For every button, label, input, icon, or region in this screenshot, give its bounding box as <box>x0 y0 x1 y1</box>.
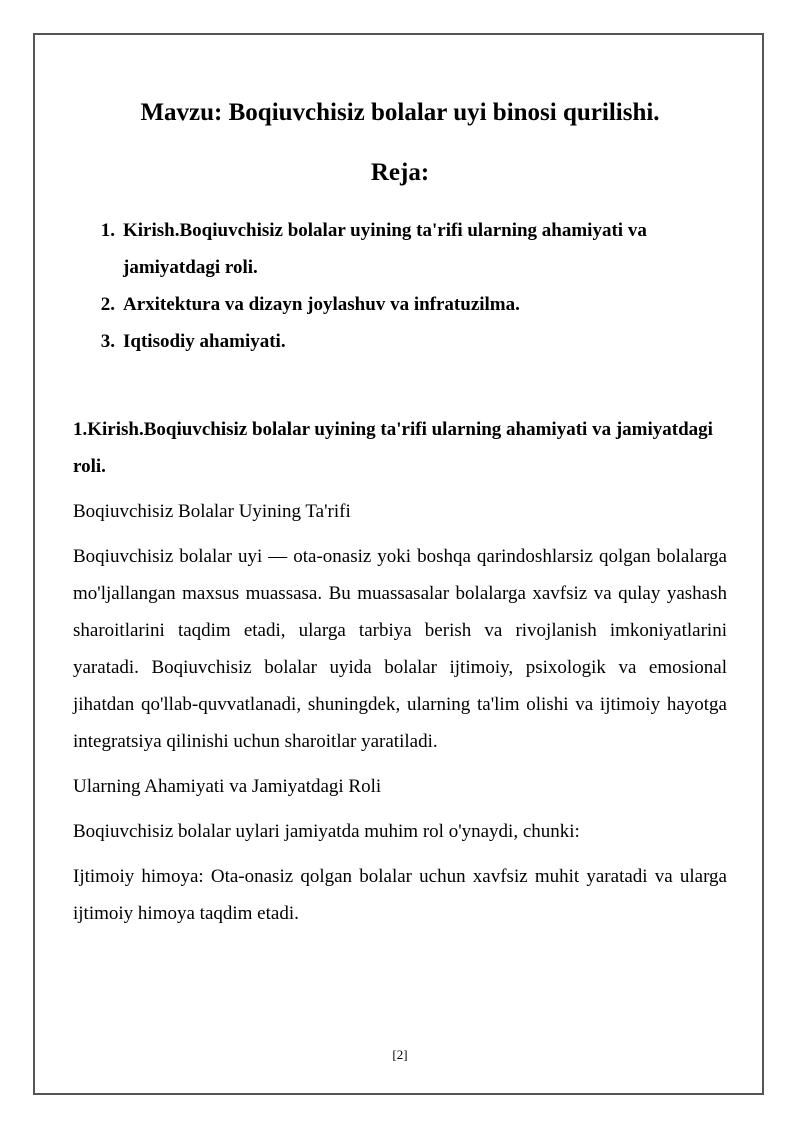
plan-item-text: Iqtisodiy ahamiyati. <box>123 331 286 352</box>
subheading-importance: Ularning Ahamiyati va Jamiyatdagi Roli <box>73 776 382 797</box>
plan-item <box>73 323 733 360</box>
plan-item <box>73 212 733 286</box>
paragraph-social-protection: Ijtimoiy himoya: Ota-onasiz qolgan bolalar uchun xavfsiz muhit yaratadi va ularga ijtimoiy himoya taqdim etadi. <box>73 866 727 924</box>
paragraph-definition: Boqiuvchisiz bolalar uyi — ota-onasiz yoki boshqa qarindoshlarsiz qolgan bolalarga mo'ljallangan maxsus muassasa. Bu muassasalar bolalarga xavfsiz va qulay yashash sharoitlarini taqdim etadi, ularga tarbiya berish va rivojlanish imkoniyatlarini yaratadi. Boqiuvchisiz bolalar uyida bolalar ijtimoiy, psixologik va emosional jihatdan qo'llab-quvvatlanadi, shuningdek, ularning ta'lim olishi va ijtimoiy hayotga integratsiya qilinishi uchun sharoitlar yaratiladi. <box>73 546 727 752</box>
plan-item <box>73 286 733 323</box>
page-number: [2] <box>392 1047 408 1062</box>
plan-item-text: Arxitektura va dizayn joylashuv va infratuzilma. <box>123 294 520 315</box>
plan-item-number: 3. <box>100 331 115 352</box>
plan-list <box>73 212 733 360</box>
plan-heading: Reja: <box>370 159 430 186</box>
paragraph-importance-intro: Boqiuvchisiz bolalar uylari jamiyatda muhim rol o'ynaydi, chunki: <box>73 821 580 842</box>
section-heading: 1.Kirish.Boqiuvchisiz bolalar uyining ta'rifi ularning ahamiyati va jamiyatdagi roli. <box>73 419 713 477</box>
plan-item-number: 2. <box>100 294 115 315</box>
plan-item-number: 1. <box>100 220 115 241</box>
plan-item-text: Kirish.Boqiuvchisiz bolalar uyining ta'rifi ularning ahamiyati va jamiyatdagi roli. <box>123 220 647 278</box>
document-body <box>73 411 727 940</box>
subheading-definition: Boqiuvchisiz Bolalar Uyining Ta'rifi <box>73 501 351 522</box>
document-title: Mavzu: Boqiuvchisiz bolalar uyi binosi qurilishi. <box>140 99 660 126</box>
